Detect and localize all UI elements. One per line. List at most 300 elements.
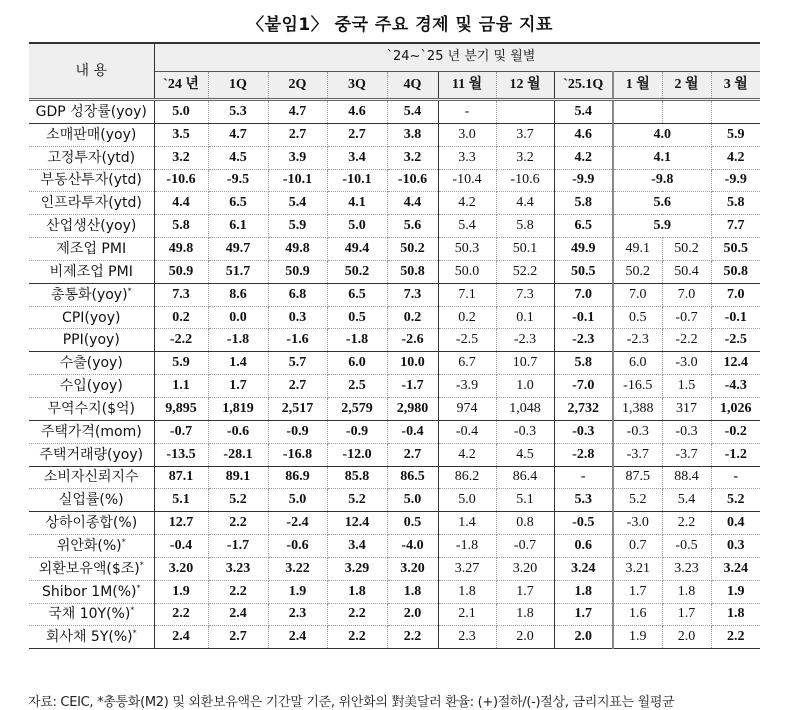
- table-cell: 5.4: [554, 100, 613, 124]
- table-cell: -2.3: [613, 329, 662, 352]
- table-cell: 1.7: [554, 603, 613, 626]
- row-label: 부동산투자(ytd): [29, 169, 154, 192]
- table-cell: 5.8: [554, 352, 613, 375]
- table-cell: -0.5: [662, 535, 711, 558]
- table-cell: 4.5: [208, 146, 268, 169]
- table-cell: 2,579: [327, 397, 387, 420]
- table-cell: 4.4: [496, 192, 554, 215]
- footnote-marker: *: [127, 286, 132, 296]
- table-cell: 4.2: [554, 146, 613, 169]
- table-cell: 7.0: [662, 283, 711, 306]
- row-label: 총통화(yoy)*: [29, 283, 154, 306]
- table-cell: -10.4: [438, 169, 496, 192]
- row-label: 비제조업 PMI: [29, 260, 154, 283]
- table-cell: 5.7: [268, 352, 327, 375]
- table-row: [29, 260, 760, 283]
- table-cell: 49.8: [154, 238, 208, 261]
- footnote-marker: *: [136, 582, 141, 592]
- table-cell: -0.1: [711, 306, 760, 329]
- row-label: 제조업 PMI: [29, 238, 154, 261]
- table-cell: 50.9: [154, 260, 208, 283]
- column-header: 11 월: [438, 71, 496, 100]
- table-cell: 0.6: [554, 535, 613, 558]
- row-label: 고정투자(ytd): [29, 146, 154, 169]
- table-cell: 89.1: [208, 466, 268, 489]
- row-label: 위안화(%)*: [29, 535, 154, 558]
- table-cell: 6.7: [438, 352, 496, 375]
- table-cell: 86.4: [496, 466, 554, 489]
- table-cell: 3.20: [387, 557, 438, 580]
- table-cell: -1.2: [711, 443, 760, 466]
- row-label: 회사채 5Y(%)*: [29, 626, 154, 649]
- table-cell: 50.2: [327, 260, 387, 283]
- table-row: [29, 420, 760, 443]
- row-label: 주택거래량(yoy): [29, 443, 154, 466]
- table-cell: 4.6: [327, 100, 387, 124]
- row-label: 소비자신뢰지수: [29, 466, 154, 489]
- table-cell: 0.2: [438, 306, 496, 329]
- table-row: [29, 375, 760, 398]
- table-row: [29, 192, 760, 215]
- table-cell: -13.5: [154, 443, 208, 466]
- table-row: [29, 466, 760, 489]
- table-cell: 2.2: [711, 626, 760, 649]
- table-cell: -2.5: [711, 329, 760, 352]
- table-cell: -10.1: [268, 169, 327, 192]
- table-cell: 2.3: [438, 626, 496, 649]
- table-row: [29, 169, 760, 192]
- table-cell: -: [438, 100, 496, 124]
- row-label: PPI(yoy): [29, 329, 154, 352]
- table-row: [29, 238, 760, 261]
- table-cell: 50.0: [438, 260, 496, 283]
- table-cell: 5.4: [438, 215, 496, 238]
- table-cell: -2.6: [387, 329, 438, 352]
- column-header: 1Q: [208, 71, 268, 100]
- table-cell: 49.9: [554, 238, 613, 261]
- table-cell: 50.2: [613, 260, 662, 283]
- table-cell: 85.8: [327, 466, 387, 489]
- table-cell: -16.8: [268, 443, 327, 466]
- table-cell: 0.2: [154, 306, 208, 329]
- table-cell: -1.6: [268, 329, 327, 352]
- table-cell: 7.3: [496, 283, 554, 306]
- table-cell: 3.8: [387, 123, 438, 146]
- table-cell: -0.4: [438, 420, 496, 443]
- table-cell: 3.3: [438, 146, 496, 169]
- table-cell: -3.7: [662, 443, 711, 466]
- table-cell: 1.8: [387, 580, 438, 603]
- table-cell: 50.1: [496, 238, 554, 261]
- table-cell: 50.4: [662, 260, 711, 283]
- table-cell: -0.3: [662, 420, 711, 443]
- table-cell: -3.0: [613, 512, 662, 535]
- table-cell: -2.3: [554, 329, 613, 352]
- table-cell: 2.2: [154, 603, 208, 626]
- table-cell: 5.8: [154, 215, 208, 238]
- table-cell: -0.4: [154, 535, 208, 558]
- table-cell: 5.4: [387, 100, 438, 124]
- row-label: 소매판매(yoy): [29, 123, 154, 146]
- table-cell: 1.1: [154, 375, 208, 398]
- table-cell: 2.2: [208, 512, 268, 535]
- table-cell: 0.7: [613, 535, 662, 558]
- table-cell: 50.8: [387, 260, 438, 283]
- table-cell: -2.2: [662, 329, 711, 352]
- group-header: `24~`25 년 분기 및 월별: [154, 43, 760, 71]
- row-label: 국채 10Y(%)*: [29, 603, 154, 626]
- table-cell: 2.0: [662, 626, 711, 649]
- table-cell: 3.20: [496, 557, 554, 580]
- table-cell: 5.9: [711, 123, 760, 146]
- table-cell: 5.8: [496, 215, 554, 238]
- source-footnote: 자료: CEIC, *총통화(M2) 및 외환보유액은 기간말 기준, 위안화의 對美달러 환율: (+)절하/(-)절상, 금리지표는 월평균: [28, 695, 675, 710]
- column-header: `25.1Q: [554, 71, 613, 100]
- table-cell: 10.7: [496, 352, 554, 375]
- table-cell: 2.7: [327, 123, 387, 146]
- table-cell: 3.23: [208, 557, 268, 580]
- table-cell: -0.6: [268, 535, 327, 558]
- table-cell: -0.7: [496, 535, 554, 558]
- document-title: 〈붙임1〉 중국 주요 경제 및 금융 지표: [247, 15, 553, 35]
- table-cell: 1,388: [613, 397, 662, 420]
- table-cell: 4.0: [613, 123, 711, 146]
- table-cell: 50.5: [711, 238, 760, 261]
- table-cell: 317: [662, 397, 711, 420]
- indicator-table: [29, 42, 760, 649]
- table-cell: [496, 100, 554, 124]
- table-cell: 1.7: [613, 580, 662, 603]
- table-cell: -1.8: [327, 329, 387, 352]
- table-cell: 0.5: [613, 306, 662, 329]
- table-cell: 6.5: [327, 283, 387, 306]
- table-cell: 4.4: [387, 192, 438, 215]
- table-cell: 1.9: [613, 626, 662, 649]
- footnote-marker: *: [130, 605, 135, 615]
- table-cell: 2.4: [268, 626, 327, 649]
- table-cell: 2.7: [387, 443, 438, 466]
- table-cell: 4.4: [154, 192, 208, 215]
- table-cell: 50.9: [268, 260, 327, 283]
- table-cell: 6.5: [208, 192, 268, 215]
- table-cell: -10.6: [387, 169, 438, 192]
- table-cell: 2.2: [327, 603, 387, 626]
- table-cell: 1.8: [496, 603, 554, 626]
- table-cell: -0.6: [208, 420, 268, 443]
- table-cell: 12.4: [711, 352, 760, 375]
- table-cell: 6.5: [554, 215, 613, 238]
- table-cell: 3.7: [496, 123, 554, 146]
- table-cell: -2.3: [496, 329, 554, 352]
- table-cell: -0.7: [154, 420, 208, 443]
- table-cell: 1.0: [496, 375, 554, 398]
- table-cell: -9.9: [554, 169, 613, 192]
- table-cell: 51.7: [208, 260, 268, 283]
- table-cell: -9.5: [208, 169, 268, 192]
- table-cell: 6.0: [327, 352, 387, 375]
- table-cell: [662, 100, 711, 124]
- table-cell: 5.2: [208, 489, 268, 512]
- table-cell: 87.5: [613, 466, 662, 489]
- table-cell: 2.2: [387, 626, 438, 649]
- label-header: 내 용: [29, 43, 154, 100]
- table-cell: 2.0: [496, 626, 554, 649]
- table-cell: 1.6: [613, 603, 662, 626]
- table-row: [29, 489, 760, 512]
- table-row: [29, 512, 760, 535]
- table-cell: -0.3: [496, 420, 554, 443]
- table-cell: -3.7: [613, 443, 662, 466]
- table-cell: -10.1: [327, 169, 387, 192]
- table-row: [29, 557, 760, 580]
- table-cell: -: [554, 466, 613, 489]
- table-cell: 6.1: [208, 215, 268, 238]
- table-cell: -4.0: [387, 535, 438, 558]
- table-cell: 0.3: [711, 535, 760, 558]
- table-cell: -0.4: [387, 420, 438, 443]
- table-cell: 0.2: [387, 306, 438, 329]
- table-cell: -: [711, 466, 760, 489]
- table-cell: 3.29: [327, 557, 387, 580]
- table-body: [29, 100, 760, 649]
- table-cell: 2,732: [554, 397, 613, 420]
- table-cell: 5.8: [711, 192, 760, 215]
- table-row: [29, 283, 760, 306]
- row-label: 산업생산(yoy): [29, 215, 154, 238]
- table-cell: 52.2: [496, 260, 554, 283]
- table-cell: 3.20: [154, 557, 208, 580]
- column-header: 12 월: [496, 71, 554, 100]
- table-cell: 3.4: [327, 535, 387, 558]
- table-cell: 5.6: [613, 192, 711, 215]
- table-cell: 1,048: [496, 397, 554, 420]
- row-label: 수입(yoy): [29, 375, 154, 398]
- table-cell: 1.8: [327, 580, 387, 603]
- table-cell: 8.6: [208, 283, 268, 306]
- table-cell: 3.24: [711, 557, 760, 580]
- table-cell: 7.7: [711, 215, 760, 238]
- table-cell: 0.5: [387, 512, 438, 535]
- table-cell: 7.3: [387, 283, 438, 306]
- table-cell: 5.8: [554, 192, 613, 215]
- table-cell: 5.3: [208, 100, 268, 124]
- table-cell: 1,819: [208, 397, 268, 420]
- table-cell: 4.7: [208, 123, 268, 146]
- table-cell: 1.4: [208, 352, 268, 375]
- table-cell: -4.3: [711, 375, 760, 398]
- row-label: 수출(yoy): [29, 352, 154, 375]
- column-header: 4Q: [387, 71, 438, 100]
- table-cell: 2.7: [268, 375, 327, 398]
- table-cell: 5.9: [613, 215, 711, 238]
- table-cell: 1,026: [711, 397, 760, 420]
- table-cell: 2,980: [387, 397, 438, 420]
- table-cell: 2.2: [327, 626, 387, 649]
- table-row: [29, 443, 760, 466]
- table-row: [29, 535, 760, 558]
- table-cell: -9.9: [711, 169, 760, 192]
- table-cell: 3.23: [662, 557, 711, 580]
- table-cell: 3.5: [154, 123, 208, 146]
- table-cell: 88.4: [662, 466, 711, 489]
- table-cell: 3.21: [613, 557, 662, 580]
- row-label: 무역수지($억): [29, 397, 154, 420]
- table-cell: 5.4: [662, 489, 711, 512]
- table-cell: 4.2: [438, 443, 496, 466]
- table-cell: -2.8: [554, 443, 613, 466]
- table-cell: -0.1: [554, 306, 613, 329]
- row-label: 인프라투자(ytd): [29, 192, 154, 215]
- table-cell: 2.2: [208, 580, 268, 603]
- table-cell: -1.7: [208, 535, 268, 558]
- table-cell: 0.1: [496, 306, 554, 329]
- table-cell: 7.3: [154, 283, 208, 306]
- table-cell: 1.5: [662, 375, 711, 398]
- table-cell: 3.0: [438, 123, 496, 146]
- column-header: 1 월: [613, 71, 662, 100]
- table-cell: -0.9: [327, 420, 387, 443]
- table-cell: -0.9: [268, 420, 327, 443]
- table-cell: 4.6: [554, 123, 613, 146]
- table-cell: 5.2: [711, 489, 760, 512]
- table-cell: 5.4: [268, 192, 327, 215]
- table-cell: -0.3: [554, 420, 613, 443]
- table-cell: 2.0: [554, 626, 613, 649]
- table-cell: 10.0: [387, 352, 438, 375]
- table-cell: 1.8: [438, 580, 496, 603]
- table-cell: 5.9: [154, 352, 208, 375]
- table-row: [29, 626, 760, 649]
- table-cell: 3.24: [554, 557, 613, 580]
- table-row: [29, 100, 760, 124]
- table-cell: 7.1: [438, 283, 496, 306]
- table-cell: 2.5: [327, 375, 387, 398]
- table-cell: 49.4: [327, 238, 387, 261]
- table-cell: 6.0: [613, 352, 662, 375]
- table-cell: 2.4: [208, 603, 268, 626]
- table-row: [29, 603, 760, 626]
- table-cell: 5.1: [154, 489, 208, 512]
- table-cell: 2.0: [387, 603, 438, 626]
- column-header: 3Q: [327, 71, 387, 100]
- table-cell: 49.7: [208, 238, 268, 261]
- table-cell: 4.1: [327, 192, 387, 215]
- table-cell: 3.2: [154, 146, 208, 169]
- table-cell: -0.3: [613, 420, 662, 443]
- table-cell: 4.2: [438, 192, 496, 215]
- table-cell: 7.0: [613, 283, 662, 306]
- table-cell: 4.7: [268, 100, 327, 124]
- table-cell: 86.9: [268, 466, 327, 489]
- table-cell: 7.0: [711, 283, 760, 306]
- table-cell: 2.7: [268, 123, 327, 146]
- footnote-marker: *: [132, 628, 137, 638]
- table-cell: [613, 100, 662, 124]
- table-cell: 4.5: [496, 443, 554, 466]
- table-cell: 2.4: [154, 626, 208, 649]
- table-cell: -0.7: [662, 306, 711, 329]
- table-cell: 0.3: [268, 306, 327, 329]
- table-cell: 12.7: [154, 512, 208, 535]
- table-cell: 5.3: [554, 489, 613, 512]
- table-cell: 5.0: [327, 215, 387, 238]
- table-cell: -0.2: [711, 420, 760, 443]
- table-cell: 0.4: [711, 512, 760, 535]
- table-cell: 1.7: [662, 603, 711, 626]
- table-cell: 5.6: [387, 215, 438, 238]
- table-cell: -2.4: [268, 512, 327, 535]
- table-cell: 1.8: [662, 580, 711, 603]
- table-cell: -16.5: [613, 375, 662, 398]
- column-header: 2Q: [268, 71, 327, 100]
- table-cell: 5.1: [496, 489, 554, 512]
- table-cell: 2.7: [208, 626, 268, 649]
- table-cell: -28.1: [208, 443, 268, 466]
- table-cell: -10.6: [496, 169, 554, 192]
- table-row: [29, 352, 760, 375]
- table-cell: 6.8: [268, 283, 327, 306]
- table-row: [29, 123, 760, 146]
- table-cell: 5.2: [327, 489, 387, 512]
- table-cell: 3.4: [327, 146, 387, 169]
- column-header: 3 월: [711, 71, 760, 100]
- table-cell: 87.1: [154, 466, 208, 489]
- table-cell: 5.0: [438, 489, 496, 512]
- row-label: Shibor 1M(%)*: [29, 580, 154, 603]
- table-cell: -2.5: [438, 329, 496, 352]
- table-cell: 0.0: [208, 306, 268, 329]
- table-cell: 4.1: [613, 146, 711, 169]
- table-cell: 4.2: [711, 146, 760, 169]
- table-cell: 1.9: [268, 580, 327, 603]
- table-cell: 5.0: [387, 489, 438, 512]
- column-header: `24 년: [154, 71, 208, 100]
- table-cell: 5.9: [268, 215, 327, 238]
- table-cell: 3.22: [268, 557, 327, 580]
- table-cell: -9.8: [613, 169, 711, 192]
- table-cell: 50.8: [711, 260, 760, 283]
- table-cell: 1.8: [711, 603, 760, 626]
- table-cell: 3.2: [387, 146, 438, 169]
- table-cell: 5.0: [154, 100, 208, 124]
- row-label: GDP 성장률(yoy): [29, 100, 154, 124]
- table-cell: -3.0: [662, 352, 711, 375]
- table-cell: -12.0: [327, 443, 387, 466]
- table-cell: 1.7: [208, 375, 268, 398]
- table-cell: 2.1: [438, 603, 496, 626]
- row-label: CPI(yoy): [29, 306, 154, 329]
- table-cell: -7.0: [554, 375, 613, 398]
- footnote-marker: *: [121, 537, 126, 547]
- table-cell: [711, 100, 760, 124]
- table-cell: 1.7: [496, 580, 554, 603]
- table-cell: 86.5: [387, 466, 438, 489]
- table-cell: 2,517: [268, 397, 327, 420]
- table-cell: 86.2: [438, 466, 496, 489]
- table-row: [29, 580, 760, 603]
- table-cell: 49.1: [613, 238, 662, 261]
- table-cell: 50.2: [662, 238, 711, 261]
- table-cell: 2.3: [268, 603, 327, 626]
- column-header: 2 월: [662, 71, 711, 100]
- table-row: [29, 215, 760, 238]
- table-cell: -10.6: [154, 169, 208, 192]
- table-cell: -0.5: [554, 512, 613, 535]
- table-cell: 50.5: [554, 260, 613, 283]
- table-cell: 1.8: [554, 580, 613, 603]
- table-cell: 0.5: [327, 306, 387, 329]
- table-cell: 1.9: [711, 580, 760, 603]
